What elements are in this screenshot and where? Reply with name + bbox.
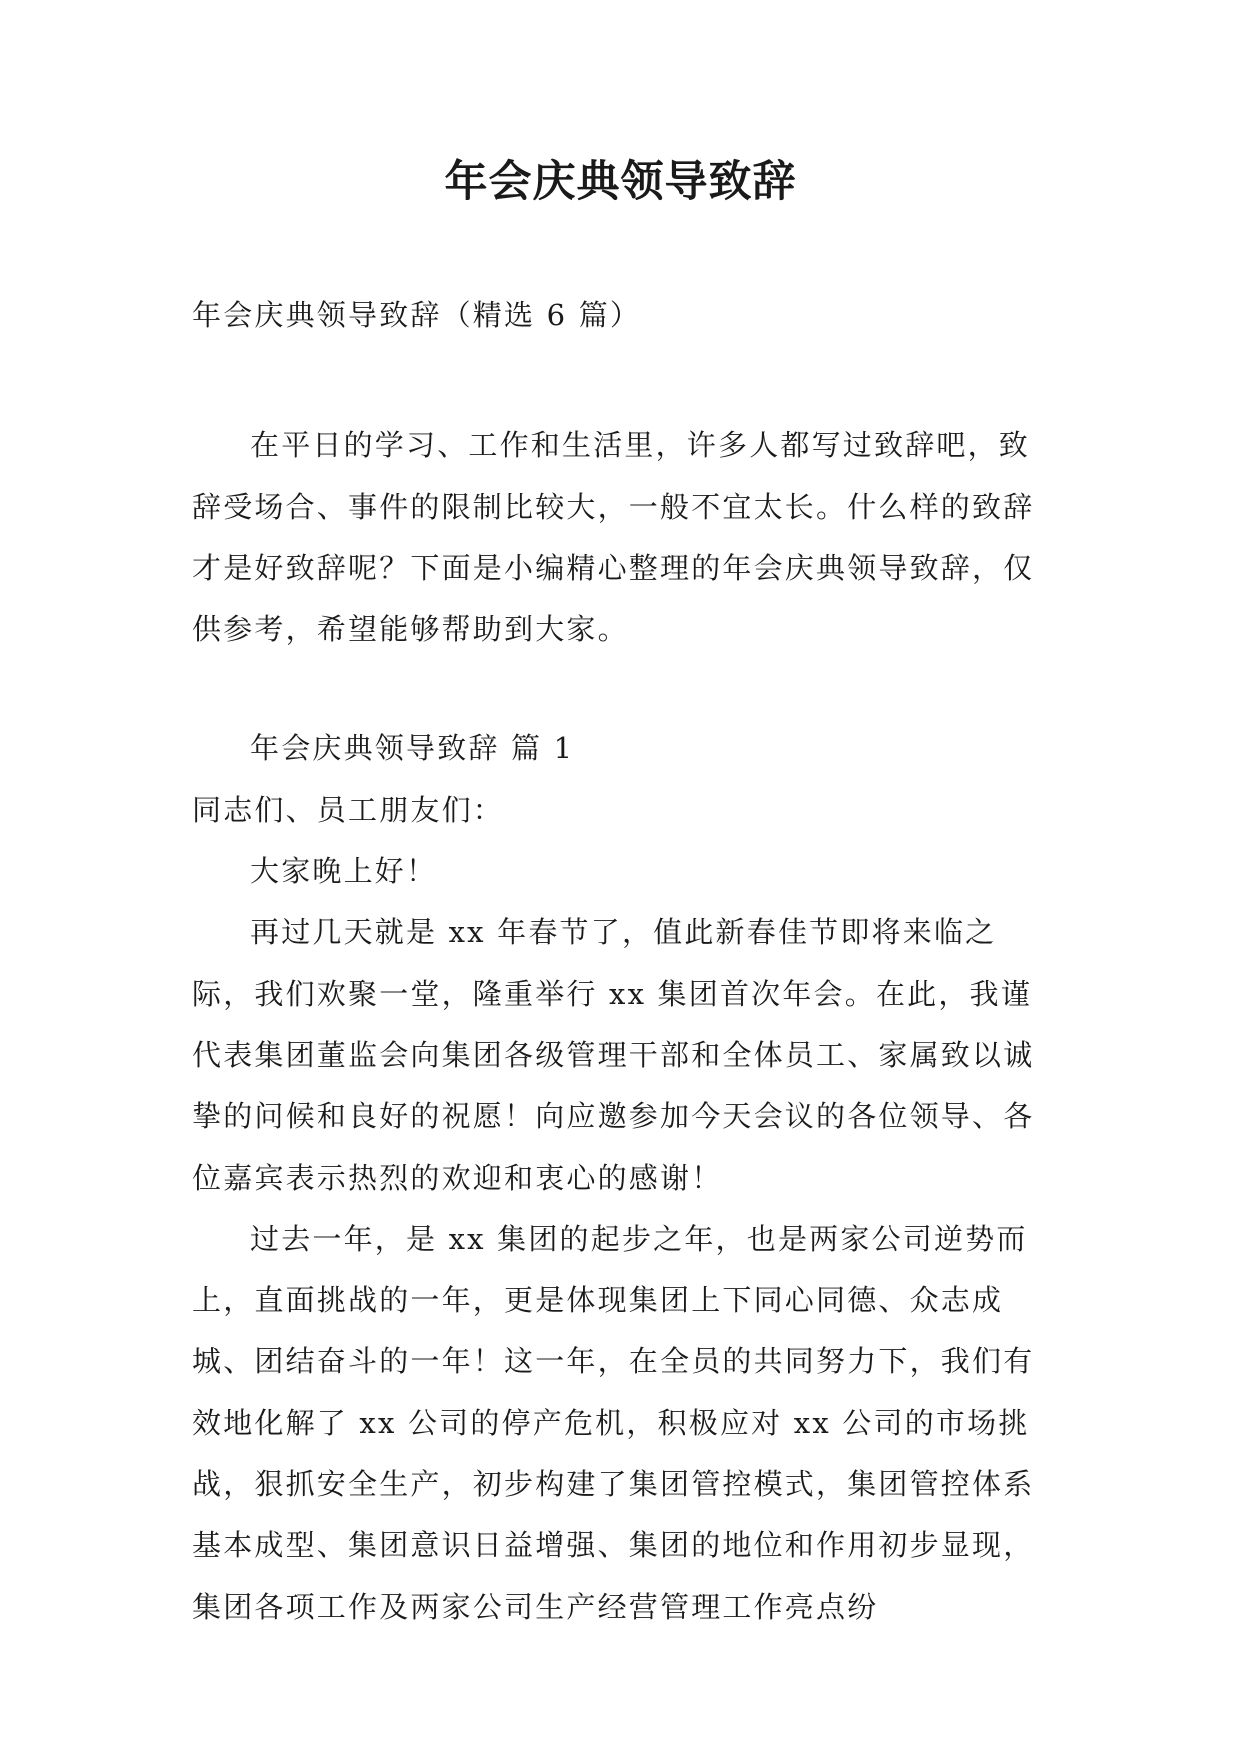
greeting: 大家晚上好！ bbox=[250, 854, 438, 889]
body-paragraph-2: 过去一年，是 xx 集团的起步之年，也是两家公司逆势而上，直面挑战的一年，更是体现集团上下同心同德、众志成城、团结奋斗的一年！这一年，在全员的共同努力下，我们有效地化解了 xx 公司的停产危机，积极应对 xx 公司的市场挑战，狠抓安全生产，初步构建了集团管控模式，集团管控体系基本成型、集团意识日益增强、集团的地位和作用初步显现，集团各项工作及两家公司生产经营管理工作亮点纷 bbox=[192, 1221, 1035, 1624]
body-paragraph-1: 再过几天就是 xx 年春节了，值此新春佳节即将来临之际，我们欢聚一堂，隆重举行 xx 集团首次年会。在此，我谨代表集团董监会向集团各级管理干部和全体员工、家属致以诚挚的问候和良好的祝愿！向应邀参加今天会议的各位领导、各位嘉宾表示热烈的欢迎和衷心的感谢！ bbox=[192, 915, 1035, 1195]
document-subtitle: 年会庆典领导致辞（精选 6 篇） bbox=[192, 298, 642, 332]
document-title: 年会庆典领导致辞 bbox=[444, 157, 797, 207]
salutation: 同志们、员工朋友们： bbox=[192, 792, 505, 827]
intro-paragraph: 在平日的学习、工作和生活里，许多人都写过致辞吧，致辞受场合、事件的限制比较大，一般不宜太长。什么样的致辞才是好致辞呢？下面是小编精心整理的年会庆典领导致辞，仅供参考，希望能够帮助到大家。 bbox=[192, 428, 1035, 647]
document-body bbox=[192, 285, 1052, 1638]
section-heading: 年会庆典领导致辞 篇 1 bbox=[250, 731, 575, 766]
